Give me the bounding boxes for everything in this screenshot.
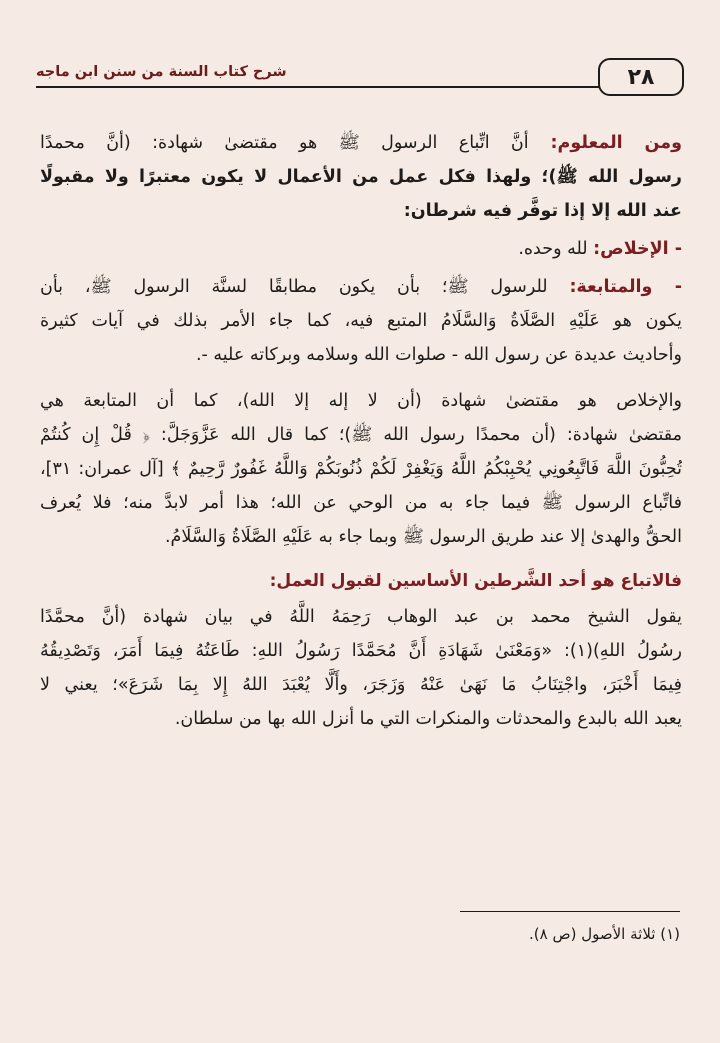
text-line: وأحاديث عديدة عن رسول الله - صلوات الله وسلامه وبركاته عليه -. bbox=[195, 345, 682, 365]
text-line: رسُولُ اللهِ)(١): «وَمَعْنَىٰ شَهَادَةِ أَنَّ مُحَمَّدًا رَسُولُ اللهِ: طَاعَتُهُ فِيمَا أَمَرَ، وَتَصْدِيقُهُ bbox=[40, 641, 682, 661]
text-line: رسول الله ﷺ)؛ ولهذا فكل عمل من الأعمال لا يكون معتبرًا ولا مقبولًا bbox=[40, 167, 682, 187]
header-rule bbox=[36, 86, 600, 88]
text-line: تُحِبُّونَ اللَّهَ فَاتَّبِعُونِي يُحْبِبْكُمُ اللَّهُ وَيَغْفِرْ لَكُمْ ذُنُوبَكُمْ وَاللَّهُ غَفُورٌ رَّحِيمٌ ﴾ [آل عمران: ٣١]، bbox=[40, 459, 682, 479]
text-line: عند الله إلا إذا توفَّر فيه شرطان: bbox=[403, 201, 682, 221]
footnote: (١) ثلاثة الأصول (ص ٨). bbox=[529, 925, 680, 943]
text-line: يعبد الله بالبدع والمحدثات والمنكرات التي ما أنزل الله بها من سلطان. bbox=[174, 709, 682, 729]
text-line: والإخلاص هو مقتضىٰ شهادة (أن لا إله إلا الله)، كما أن المتابعة هي bbox=[40, 391, 682, 411]
page-number: ٢٨ bbox=[598, 58, 684, 96]
text-line: فاتِّباع الرسول ﷺ فيما جاء به من الوحي عن الله؛ هذا أمر لابدَّ منه؛ فلا يُعرف bbox=[40, 493, 682, 513]
footnote-divider bbox=[460, 911, 680, 912]
running-title: شرح كتاب السنة من سنن ابن ماجه bbox=[36, 64, 287, 80]
text-line: يقول الشيخ محمد بن عبد الوهاب رَحِمَهُ اللَّهُ في بيان شهادة (أنَّ محمَّدًا bbox=[40, 607, 682, 627]
main-text bbox=[40, 126, 682, 736]
text-line: مقتضىٰ شهادة: (أن محمدًا رسول الله ﷺ)؛ كما قال الله عَزَّوَجَلَّ: ﴿ قُلْ إِن كُنتُمْ bbox=[40, 425, 682, 445]
page-header bbox=[36, 58, 684, 94]
text-line: - الإخلاص: لله وحده. bbox=[518, 239, 682, 259]
section-heading: فالاتباع هو أحد الشَّرطين الأساسين لقبول العمل: bbox=[269, 571, 682, 591]
text-line: ومن المعلوم: أنَّ اتِّباع الرسول ﷺ هو مقتضىٰ شهادة: (أنَّ محمدًا bbox=[40, 133, 682, 153]
text-line: الحقُّ والهدىٰ إلا عند طريق الرسول ﷺ وبما جاء به عَلَيْهِ الصَّلَاةُ وَالسَّلَامُ. bbox=[164, 527, 682, 547]
text-line: - والمتابعة: للرسول ﷺ؛ بأن يكون مطابقًا لسنَّة الرسول ﷺ، بأن bbox=[40, 277, 682, 297]
text-line: يكون هو عَلَيْهِ الصَّلَاةُ وَالسَّلَامُ المتبع فيه، كما جاء الأمر بذلك في آيات كثيرة bbox=[40, 311, 682, 331]
text-line: فِيمَا أَخْبَرَ، واجْتِنَابُ مَا نَهَىٰ عَنْهُ وَزَجَرَ، وأَلَّا يُعْبَدَ اللهُ إِلا بِمَا شَرَعَ»؛ يعني لا bbox=[40, 675, 682, 695]
